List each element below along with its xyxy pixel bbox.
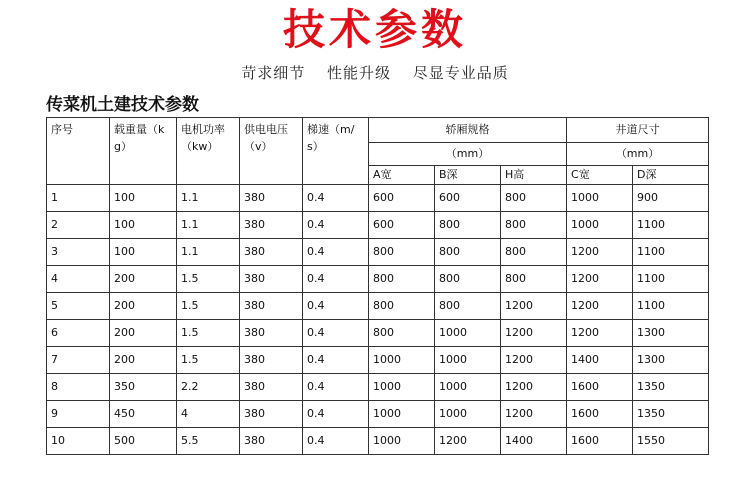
- slogan: [0, 62, 750, 83]
- table-cell: 1200: [567, 320, 633, 347]
- table-row: [47, 212, 709, 239]
- table-cell: 0.4: [303, 428, 369, 455]
- table-cell: 800: [501, 266, 567, 293]
- table-cell: 1600: [567, 428, 633, 455]
- table-cell: 600: [435, 185, 501, 212]
- table-cell: 1000: [435, 320, 501, 347]
- table-cell: 1.5: [177, 347, 240, 374]
- table-cell: 1200: [501, 293, 567, 320]
- table-cell: 1400: [567, 347, 633, 374]
- table-cell: 200: [110, 347, 177, 374]
- table-cell: 1300: [633, 320, 709, 347]
- slogan-item: 性能升级: [326, 64, 391, 82]
- table-cell: 380: [240, 374, 303, 401]
- table-cell: 380: [240, 347, 303, 374]
- table-row: [47, 293, 709, 320]
- table-row: [47, 401, 709, 428]
- table-cell: 1000: [435, 347, 501, 374]
- header-car-unit: （mm）: [369, 143, 567, 166]
- table-cell: 1.5: [177, 266, 240, 293]
- header-power: 电机功率（kw）: [177, 118, 240, 185]
- table-cell: 4: [47, 266, 110, 293]
- table-cell: 800: [501, 212, 567, 239]
- table-cell: 2: [47, 212, 110, 239]
- table-cell: 1200: [567, 293, 633, 320]
- table-cell: 350: [110, 374, 177, 401]
- table-cell: 1.1: [177, 212, 240, 239]
- table-cell: 1000: [435, 374, 501, 401]
- table-row: [47, 428, 709, 455]
- table-cell: 5.5: [177, 428, 240, 455]
- table-cell: 380: [240, 185, 303, 212]
- table-cell: 600: [369, 212, 435, 239]
- table-cell: 800: [501, 185, 567, 212]
- table-cell: 1.1: [177, 185, 240, 212]
- table-cell: 1200: [435, 428, 501, 455]
- table-cell: 1200: [567, 266, 633, 293]
- table-cell: 1000: [567, 212, 633, 239]
- table-cell: 800: [435, 293, 501, 320]
- table-cell: 1300: [633, 347, 709, 374]
- table-row: [47, 374, 709, 401]
- table-cell: 1200: [501, 347, 567, 374]
- table-cell: 1550: [633, 428, 709, 455]
- table-cell: 380: [240, 320, 303, 347]
- slogan-item: 尽显专业品质: [412, 64, 509, 82]
- table-cell: 4: [177, 401, 240, 428]
- table-cell: 1: [47, 185, 110, 212]
- table-cell: 0.4: [303, 401, 369, 428]
- table-cell: 800: [369, 266, 435, 293]
- table-cell: 0.4: [303, 212, 369, 239]
- table-cell: 900: [633, 185, 709, 212]
- table-cell: 1200: [501, 401, 567, 428]
- table-cell: 1400: [501, 428, 567, 455]
- table-cell: 1.1: [177, 239, 240, 266]
- table-cell: 1200: [567, 239, 633, 266]
- table-cell: 3: [47, 239, 110, 266]
- table-cell: 1600: [567, 401, 633, 428]
- table-cell: 200: [110, 293, 177, 320]
- table-cell: 800: [369, 239, 435, 266]
- table-cell: 6: [47, 320, 110, 347]
- table-cell: 0.4: [303, 374, 369, 401]
- header-shaft: 井道尺寸: [567, 118, 709, 143]
- table-cell: 10: [47, 428, 110, 455]
- header-shaft-c: C宽: [567, 166, 633, 185]
- table-cell: 500: [110, 428, 177, 455]
- header-voltage: 供电电压（v）: [240, 118, 303, 185]
- header-load: 载重量（kg）: [110, 118, 177, 185]
- table-row: [47, 185, 709, 212]
- table-cell: 7: [47, 347, 110, 374]
- header-car-a: A宽: [369, 166, 435, 185]
- table-row: [47, 239, 709, 266]
- header-speed: 梯速（m/s）: [303, 118, 369, 185]
- table-cell: 1000: [567, 185, 633, 212]
- table-cell: 100: [110, 239, 177, 266]
- table-cell: 1100: [633, 212, 709, 239]
- table-cell: 380: [240, 428, 303, 455]
- table-cell: 380: [240, 401, 303, 428]
- table-cell: 0.4: [303, 266, 369, 293]
- table-cell: 1000: [369, 347, 435, 374]
- table-cell: 380: [240, 293, 303, 320]
- table-cell: 0.4: [303, 320, 369, 347]
- table-cell: 1100: [633, 293, 709, 320]
- table-cell: 1100: [633, 266, 709, 293]
- table-row: [47, 320, 709, 347]
- header-row: [47, 118, 709, 143]
- table-cell: 100: [110, 212, 177, 239]
- table-cell: 5: [47, 293, 110, 320]
- table-cell: 8: [47, 374, 110, 401]
- table-cell: 800: [369, 320, 435, 347]
- table-cell: 0.4: [303, 347, 369, 374]
- table-cell: 1.5: [177, 320, 240, 347]
- table-row: [47, 266, 709, 293]
- slogan-item: 苛求细节: [241, 64, 306, 82]
- table-cell: 0.4: [303, 239, 369, 266]
- header-shaft-d: D深: [633, 166, 709, 185]
- table-cell: 600: [369, 185, 435, 212]
- spec-table: [46, 117, 709, 455]
- header-shaft-unit: （mm）: [567, 143, 709, 166]
- header-car-h: H高: [501, 166, 567, 185]
- table-cell: 1600: [567, 374, 633, 401]
- table-cell: 800: [435, 212, 501, 239]
- table-cell: 2.2: [177, 374, 240, 401]
- table-cell: 1200: [501, 320, 567, 347]
- header-car-b: B深: [435, 166, 501, 185]
- section-title: 传菜机土建技术参数: [46, 95, 199, 115]
- table-cell: 380: [240, 212, 303, 239]
- table-cell: 1350: [633, 401, 709, 428]
- table-cell: 450: [110, 401, 177, 428]
- table-cell: 800: [369, 293, 435, 320]
- table-cell: 800: [501, 239, 567, 266]
- table-cell: 800: [435, 266, 501, 293]
- table-cell: 1000: [435, 401, 501, 428]
- table-cell: 100: [110, 185, 177, 212]
- header-no: 序号: [47, 118, 110, 185]
- banner-title: 技术参数: [282, 5, 467, 54]
- table-row: [47, 347, 709, 374]
- table-cell: 1000: [369, 428, 435, 455]
- table-cell: 9: [47, 401, 110, 428]
- table-cell: 380: [240, 266, 303, 293]
- table-cell: 1100: [633, 239, 709, 266]
- table-cell: 380: [240, 239, 303, 266]
- table-cell: 0.4: [303, 185, 369, 212]
- table-cell: 1.5: [177, 293, 240, 320]
- table-cell: 200: [110, 320, 177, 347]
- table-cell: 200: [110, 266, 177, 293]
- table-cell: 1000: [369, 401, 435, 428]
- table-cell: 1000: [369, 374, 435, 401]
- header-car: 轿厢规格: [369, 118, 567, 143]
- table-cell: 1350: [633, 374, 709, 401]
- table-cell: 800: [435, 239, 501, 266]
- table-cell: 0.4: [303, 293, 369, 320]
- table-cell: 1200: [501, 374, 567, 401]
